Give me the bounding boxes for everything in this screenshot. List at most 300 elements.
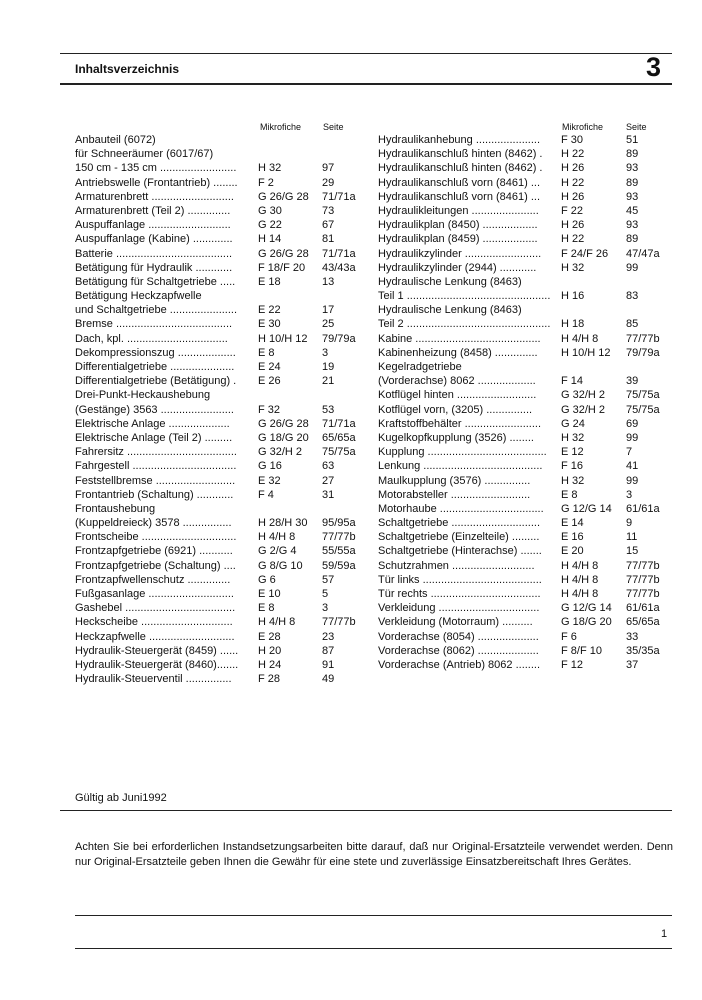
entry-microfiche: F 32 (258, 403, 281, 416)
entry-label: Gashebel .................................... (75, 602, 236, 615)
entry-microfiche: F 18/F 20 (258, 261, 306, 274)
entry-label: Frontzapfwellenschutz .............. (75, 573, 231, 586)
index-entry (378, 303, 670, 317)
index-entry (378, 218, 670, 232)
entry-page: 41 (626, 460, 639, 473)
entry-page: 47/47a (626, 247, 660, 260)
index-entry (378, 530, 670, 544)
entry-microfiche: E 8 (561, 488, 578, 501)
entry-label: für Schneeräumer (6017/67) (75, 148, 214, 161)
entry-label: Verkleidung (Motorraum) .......... (378, 616, 533, 629)
entry-page: 77/77b (322, 616, 356, 629)
index-entry (378, 559, 670, 573)
entry-label: Hydraulikzylinder ......................... (378, 247, 542, 260)
entry-label: Frontzapfgetriebe (6921) ........... (75, 545, 233, 558)
index-entry (75, 204, 365, 218)
index-entry (75, 445, 365, 459)
index-entry (75, 544, 365, 558)
entry-page: 89 (626, 176, 639, 189)
entry-microfiche: F 28 (258, 673, 281, 686)
page-number: 1 (661, 928, 668, 940)
index-entry (378, 374, 670, 388)
entry-label: Betätigung für Schaltgetriebe ..... (75, 275, 236, 288)
entry-page: 55/55a (322, 545, 356, 558)
entry-microfiche: H 16 (561, 290, 585, 303)
entry-label: Frontaushebung (75, 502, 156, 515)
index-entry (75, 403, 365, 417)
index-entry (75, 601, 365, 615)
index-entry (378, 474, 670, 488)
entry-label: Frontscheibe ............................... (75, 531, 237, 544)
entry-microfiche: E 28 (258, 630, 281, 643)
index-entry (75, 332, 365, 346)
entry-microfiche: E 16 (561, 531, 584, 544)
entry-label: Frontzapfgetriebe (Schaltung) .... (75, 559, 236, 572)
entry-microfiche: G 16 (258, 460, 282, 473)
index-entry (378, 133, 670, 147)
right-microfiche-heading: Mikrofiche (562, 122, 604, 132)
entry-label: Differentialgetriebe ..................... (75, 361, 235, 373)
index-entry (75, 190, 365, 204)
entry-microfiche: H 10/H 12 (258, 332, 308, 345)
entry-microfiche: G 32/H 2 (561, 403, 606, 416)
index-entry (378, 190, 670, 204)
entry-microfiche: E 32 (258, 474, 281, 487)
entry-label: (Gestänge) 3563 ........................ (75, 403, 234, 416)
index-entry (75, 374, 365, 388)
entry-page: 91 (322, 658, 335, 671)
left-microfiche-heading: Mikrofiche (260, 122, 302, 132)
entry-label: Hydraulikleitungen ...................... (378, 204, 539, 217)
index-entry (378, 261, 670, 275)
entry-microfiche: G 30 (258, 204, 282, 217)
index-entry (378, 388, 670, 402)
entry-microfiche: E 26 (258, 375, 281, 388)
entry-label: Lenkung ....................................... (378, 460, 543, 473)
entry-label: Tür links ....................................... (378, 573, 542, 586)
entry-page: 53 (322, 403, 335, 416)
index-entry (75, 360, 365, 374)
index-entry (75, 218, 365, 232)
index-entry (75, 587, 365, 601)
entry-microfiche: H 22 (561, 233, 585, 246)
entry-microfiche: H 4/H 8 (258, 616, 296, 629)
entry-page: 69 (626, 417, 639, 430)
index-entry (75, 459, 365, 473)
entry-label: und Schaltgetriebe ...................... (75, 304, 238, 317)
entry-page: 61/61a (626, 602, 660, 615)
page-title: Inhaltsverzeichnis (75, 62, 180, 76)
entry-page: 57 (322, 573, 335, 586)
entry-microfiche: H 4/H 8 (561, 588, 599, 600)
index-entry (378, 516, 670, 530)
entry-microfiche: G 8/G 10 (258, 559, 303, 572)
entry-microfiche: G 12/G 14 (561, 602, 612, 615)
entry-label: Hydraulik-Steuerventil ............... (75, 673, 232, 686)
entry-page: 71/71a (322, 247, 356, 260)
top-rule (60, 53, 672, 54)
entry-microfiche: H 32 (561, 261, 585, 274)
entry-page: 73 (322, 204, 335, 217)
entry-label: Schutzrahmen ........................... (378, 559, 535, 572)
index-entry (378, 459, 670, 473)
entry-microfiche: F 6 (561, 630, 577, 643)
header-rule (60, 83, 672, 85)
entry-microfiche: G 18/G 20 (561, 616, 612, 629)
entry-label: Betätigung Heckzapfwelle (75, 290, 202, 303)
entry-page: 99 (626, 474, 639, 487)
entry-microfiche: F 22 (561, 204, 584, 217)
entry-label: Vorderachse (8062) .................... (378, 644, 539, 657)
entry-microfiche: E 24 (258, 361, 281, 373)
entry-page: 99 (626, 431, 639, 444)
entry-label: Motorhaube .................................. (378, 502, 544, 515)
entry-page: 71/71a (322, 417, 356, 430)
entry-microfiche: H 20 (258, 644, 282, 657)
entry-page: 75/75a (626, 389, 660, 402)
index-entry (75, 417, 365, 431)
entry-page: 85 (626, 318, 639, 331)
entry-label: Drei-Punkt-Heckaushebung (75, 389, 211, 402)
entry-page: 89 (626, 233, 639, 246)
entry-label: Betätigung für Hydraulik ............ (75, 261, 233, 274)
entry-page: 83 (626, 290, 639, 303)
index-entry (75, 516, 365, 530)
entry-label: Vorderachse (Antrieb) 8062 ........ (378, 658, 541, 671)
entry-microfiche: G 26/G 28 (258, 190, 309, 203)
entry-label: Kotflügel vorn, (3205) ............... (378, 403, 533, 416)
index-entry (378, 644, 670, 658)
index-entry (75, 161, 365, 175)
index-entry (75, 530, 365, 544)
entry-page: 11 (626, 531, 638, 544)
index-entry (75, 658, 365, 672)
valid-rule (60, 810, 672, 811)
entry-microfiche: G 12/G 14 (561, 502, 612, 515)
entry-page: 29 (322, 176, 335, 189)
left-page-heading: Seite (323, 122, 344, 132)
entry-page: 67 (322, 219, 335, 232)
entry-microfiche: H 14 (258, 233, 282, 246)
entry-microfiche: G 26/G 28 (258, 247, 309, 260)
entry-page: 5 (322, 588, 329, 600)
entry-page: 61/61a (626, 502, 660, 515)
entry-page: 79/79a (322, 332, 356, 345)
entry-page: 49 (322, 673, 335, 686)
entry-page: 93 (626, 219, 639, 232)
entry-label: 150 cm - 135 cm ......................... (75, 162, 237, 175)
entry-label: Vorderachse (8054) .................... (378, 630, 539, 643)
entry-page: 3 (322, 602, 329, 615)
entry-label: Differentialgetriebe (Betätigung) . (75, 375, 237, 388)
index-entry (378, 289, 670, 303)
entry-label: Hydraulikanhebung ..................... (378, 134, 541, 146)
entry-microfiche: H 4/H 8 (561, 573, 599, 586)
index-entry (75, 317, 365, 331)
index-entry (75, 176, 365, 190)
index-entry (378, 176, 670, 190)
entry-microfiche: E 30 (258, 318, 281, 331)
entry-page: 65/65a (626, 616, 660, 629)
entry-page: 95/95a (322, 517, 356, 530)
entry-microfiche: H 28/H 30 (258, 517, 308, 530)
entry-microfiche: F 30 (561, 134, 584, 146)
index-entry (378, 615, 670, 629)
entry-page: 13 (322, 275, 335, 288)
entry-page: 89 (626, 148, 639, 161)
entry-label: Hydraulische Lenkung (8463) (378, 304, 522, 317)
entry-microfiche: H 18 (561, 318, 585, 331)
entry-label: Kotflügel hinten .......................... (378, 389, 537, 402)
entry-microfiche: H 10/H 12 (561, 346, 611, 359)
entry-page: 43/43a (322, 261, 356, 274)
entry-microfiche: F 4 (258, 488, 274, 501)
entry-label: (Vorderachse) 8062 ................... (378, 375, 536, 388)
entry-page: 3 (626, 488, 633, 501)
entry-microfiche: E 22 (258, 304, 281, 317)
index-entry (378, 488, 670, 502)
entry-page: 71/71a (322, 190, 356, 203)
entry-page: 51 (626, 134, 639, 146)
entry-page: 63 (322, 460, 335, 473)
entry-label: Motorabsteller .......................... (378, 488, 531, 501)
entry-page: 45 (626, 204, 639, 217)
entry-microfiche: F 12 (561, 658, 584, 671)
entry-label: Schaltgetriebe (Hinterachse) ....... (378, 545, 542, 558)
index-entry (378, 502, 670, 516)
index-entry (75, 232, 365, 246)
index-entry (75, 630, 365, 644)
valid-from: Gültig ab Juni1992 (75, 792, 167, 804)
entry-page: 75/75a (626, 403, 660, 416)
entry-label: Hydraulikplan (8459) .................. (378, 233, 538, 246)
index-entry (378, 417, 670, 431)
index-entry (378, 360, 670, 374)
entry-microfiche: F 14 (561, 375, 584, 388)
index-entry (378, 161, 670, 175)
entry-microfiche: G 32/H 2 (561, 389, 606, 402)
entry-label: Hydraulik-Steuergerät (8459) ...... (75, 644, 239, 657)
entry-microfiche: H 32 (561, 431, 585, 444)
entry-microfiche: G 18/G 20 (258, 431, 309, 444)
entry-label: Kabine ......................................... (378, 332, 541, 345)
entry-page: 7 (626, 446, 633, 459)
entry-page: 9 (626, 517, 633, 530)
index-entry (378, 573, 670, 587)
entry-page: 77/77b (626, 559, 660, 572)
entry-page: 79/79a (626, 346, 660, 359)
entry-page: 93 (626, 162, 639, 175)
entry-page: 65/65a (322, 431, 356, 444)
entry-page: 31 (322, 488, 335, 501)
footer-rule-2 (75, 948, 672, 949)
index-entry (75, 247, 365, 261)
index-entry (75, 261, 365, 275)
entry-label: Schaltgetriebe (Einzelteile) ......... (378, 531, 540, 544)
entry-microfiche: E 14 (561, 517, 584, 530)
index-entry (378, 147, 670, 161)
entry-page: 99 (626, 261, 639, 274)
entry-label: Tür rechts .................................... (378, 588, 541, 600)
entry-label: Schaltgetriebe ............................. (378, 517, 541, 530)
index-entry (75, 573, 365, 587)
entry-label: Heckzapfwelle ............................ (75, 630, 235, 643)
entry-label: Antriebswelle (Frontantrieb) ........ (75, 176, 238, 189)
index-entry (75, 133, 365, 147)
index-entry (378, 317, 670, 331)
entry-page: 77/77b (626, 573, 660, 586)
entry-page: 77/77b (626, 588, 660, 600)
index-entry (75, 559, 365, 573)
entry-page: 81 (322, 233, 335, 246)
entry-label: Hydraulische Lenkung (8463) (378, 275, 522, 288)
entry-microfiche: F 16 (561, 460, 584, 473)
entry-page: 17 (322, 304, 335, 317)
index-entry (378, 332, 670, 346)
entry-page: 19 (322, 361, 335, 373)
entry-microfiche: E 12 (561, 446, 584, 459)
footer-rule-1 (75, 915, 672, 916)
entry-microfiche: H 26 (561, 219, 585, 232)
entry-label: Hydraulikanschluß vorn (8461) ... (378, 190, 541, 203)
entry-label: Kegelradgetriebe (378, 361, 462, 373)
entry-microfiche: H 22 (561, 176, 585, 189)
entry-label: Hydraulikanschluß vorn (8461) ... (378, 176, 541, 189)
entry-label: Fußgasanlage ............................ (75, 588, 234, 600)
entry-page: 27 (322, 474, 335, 487)
entry-label: Kabinenheizung (8458) .............. (378, 346, 538, 359)
entry-label: Anbauteil (6072) (75, 134, 156, 146)
entry-label: Dach, kpl. ................................. (75, 332, 228, 345)
index-entry (378, 431, 670, 445)
index-entry (75, 502, 365, 516)
index-entry (75, 289, 365, 303)
index-entry (378, 544, 670, 558)
entry-page: 35/35a (626, 644, 660, 657)
section-number: 3 (646, 52, 662, 82)
entry-page: 97 (322, 162, 335, 175)
entry-label: Hydraulikanschluß hinten (8462) . (378, 162, 543, 175)
entry-microfiche: H 26 (561, 190, 585, 203)
entry-microfiche: H 22 (561, 148, 585, 161)
entry-label: Hydraulikzylinder (2944) ............ (378, 261, 537, 274)
entry-microfiche: G 24 (561, 417, 585, 430)
entry-page: 75/75a (322, 446, 356, 459)
index-entry (378, 204, 670, 218)
entry-page: 59/59a (322, 559, 356, 572)
index-right-column (378, 133, 670, 672)
index-entry (75, 388, 365, 402)
index-entry (75, 431, 365, 445)
entry-microfiche: E 20 (561, 545, 584, 558)
index-entry (75, 488, 365, 502)
entry-label: Verkleidung ................................. (378, 602, 540, 615)
entry-microfiche: E 8 (258, 346, 275, 359)
entry-label: Kupplung ....................................... (378, 446, 547, 459)
right-page-heading: Seite (626, 122, 647, 132)
entry-microfiche: H 4/H 8 (561, 332, 599, 345)
entry-label: Fahrgestell .................................. (75, 460, 237, 473)
index-entry (75, 672, 365, 686)
entry-page: 77/77b (626, 332, 660, 345)
entry-page: 15 (626, 545, 639, 558)
entry-microfiche: H 32 (258, 162, 282, 175)
entry-label: Maulkupplung (3576) ............... (378, 474, 531, 487)
entry-label: Kugelkopfkupplung (3526) ........ (378, 431, 534, 444)
entry-label: (Kuppeldreieck) 3578 ................ (75, 517, 232, 530)
entry-microfiche: H 32 (561, 474, 585, 487)
entry-microfiche: E 10 (258, 588, 281, 600)
entry-page: 93 (626, 190, 639, 203)
entry-label: Elektrische Anlage .................... (75, 417, 230, 430)
entry-page: 3 (322, 346, 329, 359)
entry-microfiche: G 26/G 28 (258, 417, 309, 430)
entry-microfiche: H 4/H 8 (561, 559, 599, 572)
index-entry (378, 275, 670, 289)
entry-microfiche: E 18 (258, 275, 281, 288)
entry-microfiche: G 32/H 2 (258, 446, 303, 459)
index-entry (75, 615, 365, 629)
entry-microfiche: H 4/H 8 (258, 531, 296, 544)
index-entry (75, 303, 365, 317)
entry-label: Elektrische Anlage (Teil 2) ......... (75, 431, 233, 444)
entry-microfiche: F 8/F 10 (561, 644, 602, 657)
entry-label: Batterie ...................................... (75, 247, 233, 260)
entry-label: Fahrersitz .................................... (75, 446, 237, 459)
entry-label: Hydraulikanschluß hinten (8462) . (378, 148, 543, 161)
entry-page: 77/77b (322, 531, 356, 544)
entry-microfiche: E 8 (258, 602, 275, 615)
entry-label: Frontantrieb (Schaltung) ............ (75, 488, 234, 501)
entry-microfiche: F 24/F 26 (561, 247, 609, 260)
index-entry (378, 601, 670, 615)
index-entry (75, 346, 365, 360)
entry-microfiche: H 26 (561, 162, 585, 175)
index-entry (378, 247, 670, 261)
index-entry (378, 232, 670, 246)
index-entry (75, 474, 365, 488)
index-entry (378, 630, 670, 644)
index-entry (378, 658, 670, 672)
entry-microfiche: H 24 (258, 658, 282, 671)
entry-label: Heckscheibe .............................. (75, 616, 233, 629)
entry-label: Dekompressionszug ................... (75, 346, 236, 359)
entry-label: Bremse ...................................... (75, 318, 233, 331)
index-entry (378, 403, 670, 417)
entry-label: Hydraulikplan (8450) .................. (378, 219, 538, 232)
entry-microfiche: G 2/G 4 (258, 545, 297, 558)
entry-microfiche: G 6 (258, 573, 276, 586)
index-left-column (75, 133, 365, 686)
entry-page: 87 (322, 644, 335, 657)
entry-page: 37 (626, 658, 639, 671)
entry-microfiche: F 2 (258, 176, 274, 189)
entry-label: Armaturenbrett (Teil 2) .............. (75, 204, 231, 217)
entry-label: Feststellbremse .......................... (75, 474, 236, 487)
entry-page: 21 (322, 375, 335, 388)
index-entry (378, 445, 670, 459)
index-entry (378, 346, 670, 360)
entry-label: Auspuffanlage (Kabine) ............. (75, 233, 233, 246)
notice-text: Achten Sie bei erforderlichen Instandsetzungsarbeiten bitte darauf, daß nur Original-Ersatzteile verwendet werden. Denn nur Original-Ersatzteile geben Ihnen die Gewähr für eine stete und zuverlässige Einsatzbereitschaft Ihres Gerätes. (75, 841, 673, 868)
entry-page: 25 (322, 318, 335, 331)
entry-page: 33 (626, 630, 639, 643)
entry-page: 39 (626, 375, 639, 388)
index-entry (75, 275, 365, 289)
entry-label: Armaturenbrett ........................... (75, 190, 234, 203)
entry-label: Teil 1 ............................................... (378, 290, 551, 303)
entry-page: 23 (322, 630, 335, 643)
